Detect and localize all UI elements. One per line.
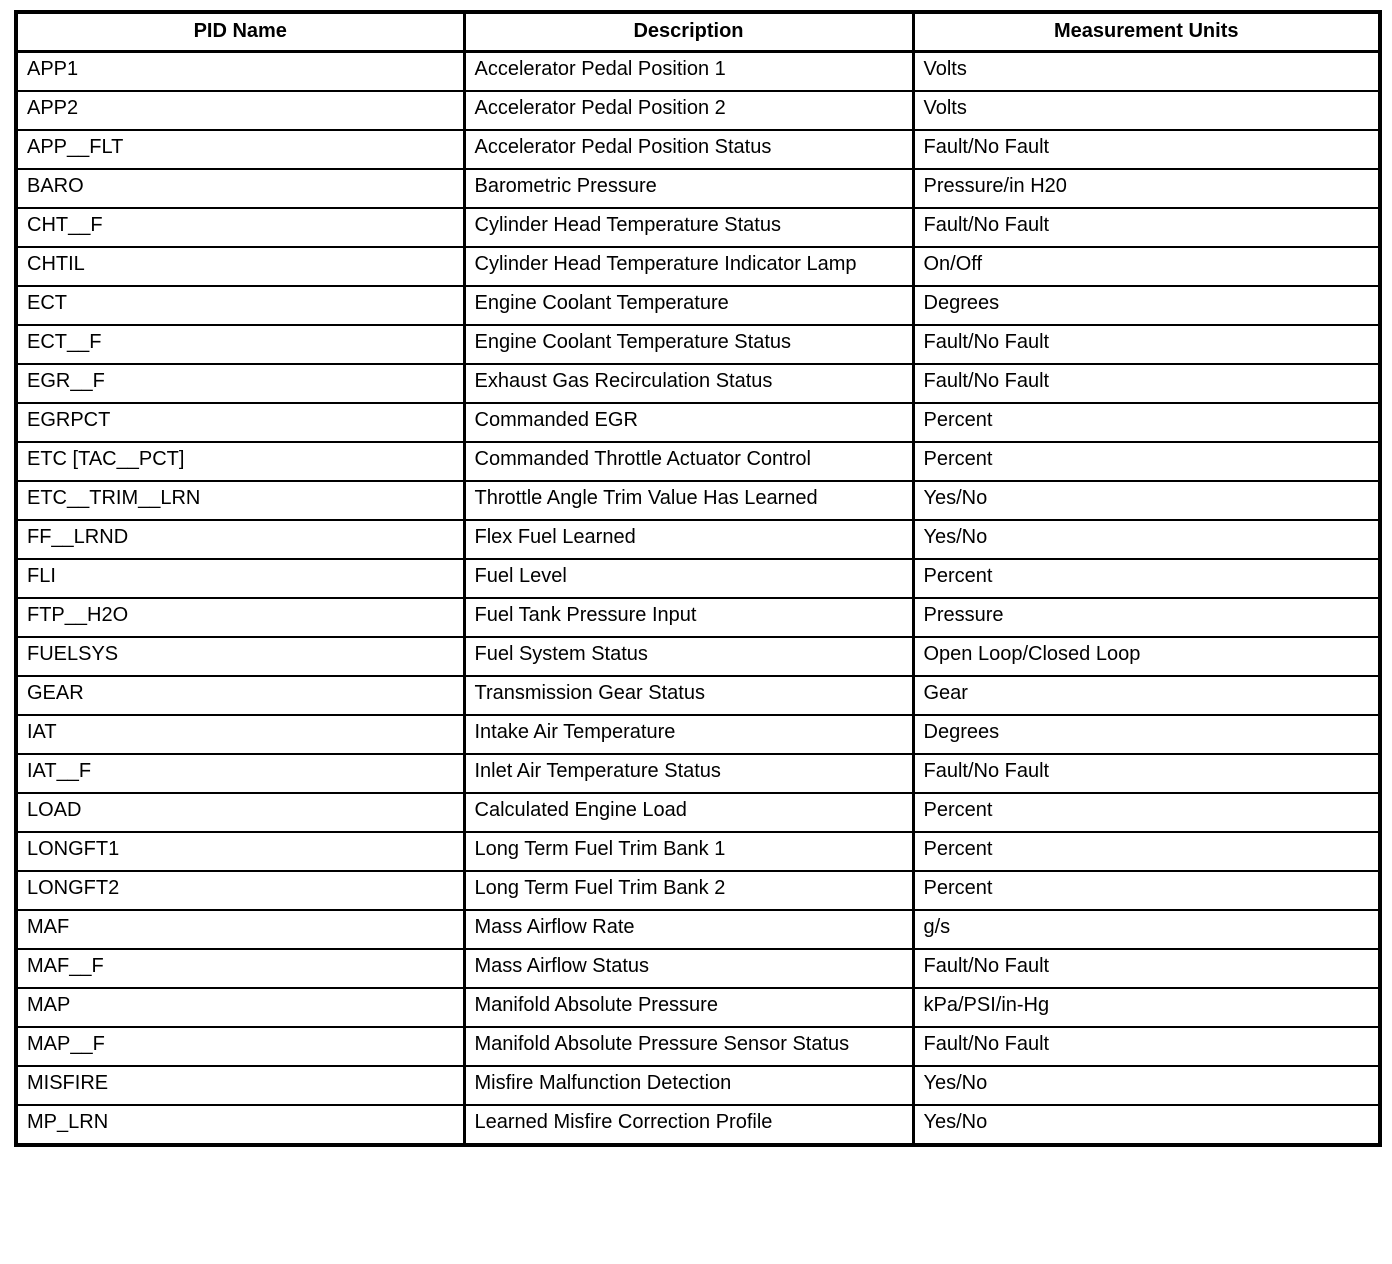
description-cell: Accelerator Pedal Position 1 [464, 52, 913, 92]
table-row [16, 793, 1380, 832]
units-cell: Volts [913, 91, 1380, 130]
table-row [16, 910, 1380, 949]
pid-name-cell: FLI [16, 559, 464, 598]
units-cell: Yes/No [913, 1105, 1380, 1145]
table-row [16, 208, 1380, 247]
pid-name-cell: GEAR [16, 676, 464, 715]
header-measurement-units: Measurement Units [913, 12, 1380, 52]
units-cell: Yes/No [913, 520, 1380, 559]
description-cell: Intake Air Temperature [464, 715, 913, 754]
pid-name-cell: MAP__F [16, 1027, 464, 1066]
units-cell: Fault/No Fault [913, 1027, 1380, 1066]
description-cell: Fuel Level [464, 559, 913, 598]
pid-name-cell: FUELSYS [16, 637, 464, 676]
units-cell: Percent [913, 871, 1380, 910]
units-cell: Pressure/in H20 [913, 169, 1380, 208]
pid-name-cell: MAF__F [16, 949, 464, 988]
table-row [16, 637, 1380, 676]
table-row [16, 91, 1380, 130]
description-cell: Engine Coolant Temperature [464, 286, 913, 325]
pid-name-cell: APP1 [16, 52, 464, 92]
description-cell: Commanded Throttle Actuator Control [464, 442, 913, 481]
table-row [16, 1105, 1380, 1145]
units-cell: Fault/No Fault [913, 325, 1380, 364]
pid-name-cell: LONGFT1 [16, 832, 464, 871]
pid-name-cell: LONGFT2 [16, 871, 464, 910]
table-row [16, 130, 1380, 169]
pid-name-cell: IAT [16, 715, 464, 754]
description-cell: Fuel System Status [464, 637, 913, 676]
description-cell: Cylinder Head Temperature Status [464, 208, 913, 247]
pid-name-cell: ETC [TAC__PCT] [16, 442, 464, 481]
description-cell: Calculated Engine Load [464, 793, 913, 832]
pid-name-cell: BARO [16, 169, 464, 208]
description-cell: Inlet Air Temperature Status [464, 754, 913, 793]
units-cell: kPa/PSI/in-Hg [913, 988, 1380, 1027]
description-cell: Misfire Malfunction Detection [464, 1066, 913, 1105]
table-row [16, 832, 1380, 871]
table-row [16, 988, 1380, 1027]
units-cell: Yes/No [913, 481, 1380, 520]
description-cell: Manifold Absolute Pressure [464, 988, 913, 1027]
table-row [16, 403, 1380, 442]
units-cell: Fault/No Fault [913, 130, 1380, 169]
units-cell: Degrees [913, 715, 1380, 754]
description-cell: Long Term Fuel Trim Bank 2 [464, 871, 913, 910]
units-cell: Volts [913, 52, 1380, 92]
units-cell: Degrees [913, 286, 1380, 325]
table-row [16, 676, 1380, 715]
units-cell: On/Off [913, 247, 1380, 286]
pid-name-cell: FTP__H2O [16, 598, 464, 637]
units-cell: Percent [913, 832, 1380, 871]
description-cell: Manifold Absolute Pressure Sensor Status [464, 1027, 913, 1066]
table-row [16, 559, 1380, 598]
table-row [16, 481, 1380, 520]
table-row [16, 520, 1380, 559]
description-cell: Fuel Tank Pressure Input [464, 598, 913, 637]
table-row [16, 754, 1380, 793]
description-cell: Barometric Pressure [464, 169, 913, 208]
pid-name-cell: ECT [16, 286, 464, 325]
pid-name-cell: MAF [16, 910, 464, 949]
pid-name-cell: ETC__TRIM__LRN [16, 481, 464, 520]
description-cell: Long Term Fuel Trim Bank 1 [464, 832, 913, 871]
header-description: Description [464, 12, 913, 52]
units-cell: g/s [913, 910, 1380, 949]
table-row [16, 325, 1380, 364]
table-row [16, 715, 1380, 754]
pid-name-cell: APP2 [16, 91, 464, 130]
description-cell: Transmission Gear Status [464, 676, 913, 715]
header-pid-name: PID Name [16, 12, 464, 52]
description-cell: Accelerator Pedal Position Status [464, 130, 913, 169]
units-cell: Open Loop/Closed Loop [913, 637, 1380, 676]
units-cell: Fault/No Fault [913, 949, 1380, 988]
description-cell: Mass Airflow Status [464, 949, 913, 988]
description-cell: Mass Airflow Rate [464, 910, 913, 949]
units-cell: Percent [913, 403, 1380, 442]
units-cell: Percent [913, 793, 1380, 832]
pid-name-cell: LOAD [16, 793, 464, 832]
pid-name-cell: MAP [16, 988, 464, 1027]
table-row [16, 442, 1380, 481]
pid-name-cell: MISFIRE [16, 1066, 464, 1105]
table-row [16, 949, 1380, 988]
units-cell: Percent [913, 559, 1380, 598]
description-cell: Exhaust Gas Recirculation Status [464, 364, 913, 403]
units-cell: Percent [913, 442, 1380, 481]
description-cell: Commanded EGR [464, 403, 913, 442]
table-row [16, 286, 1380, 325]
table-body [16, 52, 1380, 1146]
table-row [16, 52, 1380, 92]
description-cell: Throttle Angle Trim Value Has Learned [464, 481, 913, 520]
table-row [16, 1066, 1380, 1105]
description-cell: Engine Coolant Temperature Status [464, 325, 913, 364]
table-row [16, 1027, 1380, 1066]
units-cell: Pressure [913, 598, 1380, 637]
table-row [16, 364, 1380, 403]
table-row [16, 598, 1380, 637]
units-cell: Fault/No Fault [913, 208, 1380, 247]
header-row [16, 12, 1380, 52]
pid-name-cell: EGRPCT [16, 403, 464, 442]
units-cell: Fault/No Fault [913, 364, 1380, 403]
description-cell: Cylinder Head Temperature Indicator Lamp [464, 247, 913, 286]
pid-table [14, 10, 1382, 1147]
units-cell: Fault/No Fault [913, 754, 1380, 793]
pid-name-cell: CHTIL [16, 247, 464, 286]
pid-name-cell: CHT__F [16, 208, 464, 247]
units-cell: Gear [913, 676, 1380, 715]
pid-name-cell: IAT__F [16, 754, 464, 793]
table-row [16, 169, 1380, 208]
units-cell: Yes/No [913, 1066, 1380, 1105]
pid-name-cell: APP__FLT [16, 130, 464, 169]
table-row [16, 247, 1380, 286]
description-cell: Flex Fuel Learned [464, 520, 913, 559]
description-cell: Accelerator Pedal Position 2 [464, 91, 913, 130]
pid-name-cell: MP_LRN [16, 1105, 464, 1145]
pid-name-cell: EGR__F [16, 364, 464, 403]
description-cell: Learned Misfire Correction Profile [464, 1105, 913, 1145]
pid-name-cell: ECT__F [16, 325, 464, 364]
pid-name-cell: FF__LRND [16, 520, 464, 559]
table-row [16, 871, 1380, 910]
